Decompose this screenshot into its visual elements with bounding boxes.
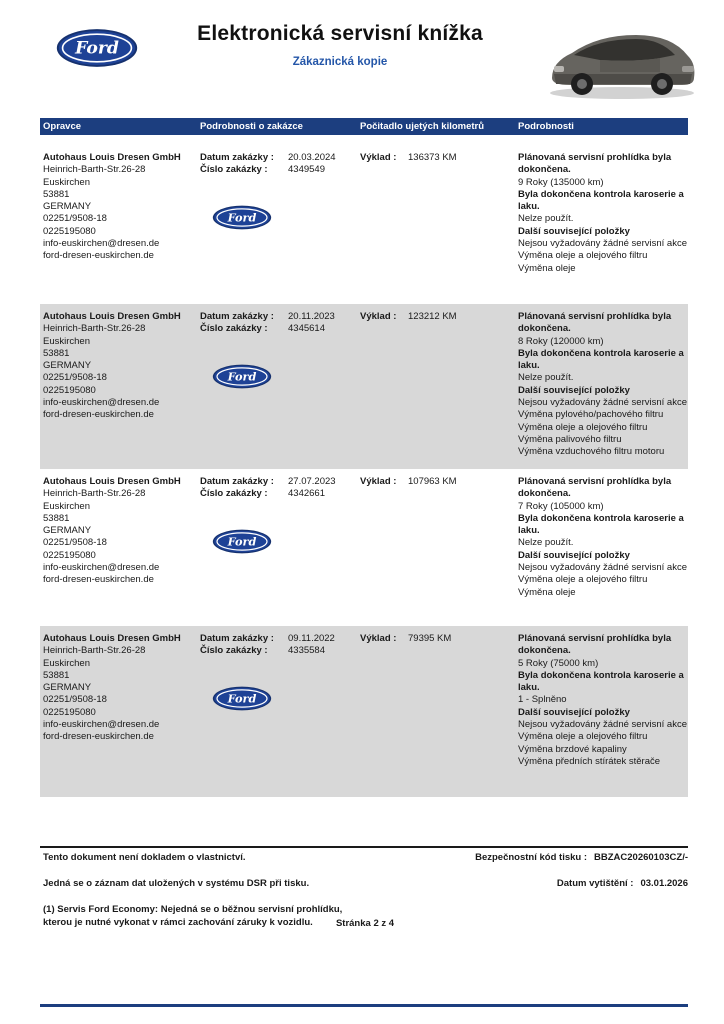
dealer-address-line: 02251/9508-18 — [43, 694, 107, 706]
service-detail-line: Výměna vzduchového filtru motoru — [518, 446, 665, 458]
order-date-value: 27.07.2023 — [288, 476, 336, 487]
order-date-value: 20.11.2023 — [288, 311, 335, 322]
dealer-address-line: GERMANY — [43, 682, 92, 694]
order-number-label: Číslo zakázky : — [200, 645, 268, 657]
vehicle-image — [540, 22, 704, 102]
service-detail-line: Výměna brzdové kapaliny — [518, 743, 627, 755]
dealer-address-line: info-euskirchen@dresen.de — [43, 397, 160, 409]
order-details — [197, 152, 357, 304]
service-records — [40, 145, 688, 797]
ford-logo — [212, 686, 272, 711]
service-detail-line: Výměna předních stírátek stěrače — [518, 755, 661, 767]
dealer-info — [40, 311, 197, 469]
service-detail-line: Nejsou vyžadovány žádné servisní akce — [518, 562, 687, 574]
odometer-value: 79395 KM — [408, 633, 452, 644]
dealer-address-line: Euskirchen — [43, 176, 90, 188]
dealer-address-line: Euskirchen — [43, 657, 90, 669]
page-indicator: Stránka 2 z 4 — [335, 918, 395, 929]
odometer-reading — [357, 311, 515, 469]
order-date-row — [200, 476, 357, 488]
service-details — [515, 633, 688, 797]
dealer-address-line: 53881 — [43, 512, 70, 524]
dealer-address-line: 0225195080 — [43, 549, 96, 561]
dealer-address-line: GERMANY — [43, 360, 92, 372]
dealer-address-line: Heinrich-Barth-Str.26-28 — [43, 488, 146, 500]
odometer-reading — [357, 476, 515, 626]
service-detail-line: Byla dokončena kontrola karoserie a laku. — [518, 669, 684, 694]
dealer-address — [43, 164, 197, 262]
service-detail-line: Byla dokončena kontrola karoserie a laku. — [518, 188, 684, 213]
column-header-repairer: Opravce — [43, 121, 82, 132]
dealer-address-line: 0225195080 — [43, 384, 96, 396]
ford-logo — [212, 364, 272, 389]
dealer-address-line: ford-dresen-euskirchen.de — [43, 409, 154, 421]
service-record-row — [40, 304, 688, 469]
security-code — [475, 852, 688, 863]
dealer-address-line: info-euskirchen@dresen.de — [43, 238, 160, 250]
order-date-row — [200, 152, 357, 164]
ownership-note: Tento dokument není dokladem o vlastnictví. — [43, 852, 246, 863]
svg-text:Ford: Ford — [75, 38, 119, 59]
ford-logo — [56, 26, 138, 70]
dealer-info — [40, 476, 197, 626]
dealer-address-line: ford-dresen-euskirchen.de — [43, 731, 154, 743]
dealer-name: Autohaus Louis Dresen GmbH — [43, 311, 181, 322]
service-detail-line: Plánovaná servisní prohlídka byla dokončena. — [518, 311, 672, 335]
print-date-label: Datum vytištění : — [556, 878, 634, 889]
dealer-address-line: Euskirchen — [43, 500, 90, 512]
security-code-value: BBZAC20260103CZ/- — [594, 852, 688, 863]
service-detail-line: Výměna oleje — [518, 262, 576, 274]
footer-line-2 — [40, 878, 688, 889]
order-details — [197, 633, 357, 797]
economy-note-line1: (1) Servis Ford Economy: Nejedná se o běžnou servisní prohlídku, — [43, 904, 343, 915]
dealer-address-line: 02251/9508-18 — [43, 537, 107, 549]
dealer-address-line: 02251/9508-18 — [43, 372, 107, 384]
order-number-value: 4335584 — [288, 645, 325, 657]
dealer-address — [43, 323, 197, 421]
service-record-row — [40, 469, 688, 626]
service-detail-line: Nelze použít. — [518, 537, 574, 549]
service-detail-line: Plánovaná servisní prohlídka byla dokončena. — [518, 152, 672, 176]
dealer-address — [43, 488, 197, 586]
column-header-order-details: Podrobnosti o zakázce — [200, 121, 303, 132]
service-detail-line: 1 - Splněno — [518, 694, 567, 706]
dealer-address-line: 02251/9508-18 — [43, 213, 107, 225]
page-subtitle: Zákaznická kopie — [292, 56, 388, 68]
column-header-details: Podrobnosti — [518, 121, 574, 132]
odometer-value: 107963 KM — [408, 476, 457, 487]
order-date-label: Datum zakázky : — [200, 633, 274, 644]
order-number-value: 4342661 — [288, 488, 325, 500]
service-detail-line: 7 Roky (105000 km) — [518, 500, 604, 512]
service-detail-line: 8 Roky (120000 km) — [518, 335, 604, 347]
service-record-row — [40, 145, 688, 304]
footer-divider — [40, 846, 688, 848]
service-detail-line: Nejsou vyžadovány žádné servisní akce — [518, 238, 687, 250]
service-details — [515, 476, 688, 626]
odometer-label: Výklad : — [360, 311, 397, 322]
service-record-row — [40, 626, 688, 797]
service-detail-line: Výměna pylového/pachového filtru — [518, 409, 664, 421]
dealer-info — [40, 633, 197, 797]
ford-logo — [212, 529, 272, 554]
order-date-value: 09.11.2022 — [288, 633, 335, 644]
odometer-label: Výklad : — [360, 633, 397, 644]
footer-line-1 — [40, 852, 688, 863]
service-detail-line: Byla dokončena kontrola karoserie a laku. — [518, 347, 684, 372]
dealer-address-line: GERMANY — [43, 201, 92, 213]
service-detail-line: 5 Roky (75000 km) — [518, 657, 599, 669]
dealer-info — [40, 152, 197, 304]
order-number-row — [200, 164, 357, 176]
service-detail-line: Nelze použít. — [518, 213, 574, 225]
dealer-address-line: Heinrich-Barth-Str.26-28 — [43, 164, 146, 176]
dealer-name: Autohaus Louis Dresen GmbH — [43, 633, 181, 644]
dealer-address-line: ford-dresen-euskirchen.de — [43, 574, 154, 586]
svg-text:Ford: Ford — [227, 369, 257, 384]
security-code-label: Bezpečnostní kód tisku : — [475, 852, 588, 863]
service-detail-line: Další související položky — [518, 549, 630, 561]
order-date-value: 20.03.2024 — [288, 152, 336, 163]
dealer-address-line: 53881 — [43, 188, 70, 200]
column-header-odometer: Počitadlo ujetých kilometrů — [360, 121, 485, 132]
order-number-value: 4349549 — [288, 164, 325, 176]
order-date-label: Datum zakázky : — [200, 152, 274, 163]
service-detail-line: Výměna oleje a olejového filtru — [518, 250, 648, 262]
table-header-bar — [40, 118, 688, 135]
service-detail-line: Nejsou vyžadovány žádné servisní akce — [518, 719, 687, 731]
dealer-address-line: Heinrich-Barth-Str.26-28 — [43, 323, 146, 335]
order-number-value: 4345614 — [288, 323, 325, 335]
service-detail-line: Výměna oleje a olejového filtru — [518, 731, 648, 743]
ford-logo — [212, 205, 272, 230]
order-date-label: Datum zakázky : — [200, 476, 274, 487]
odometer-label: Výklad : — [360, 152, 397, 163]
dealer-address-line: Euskirchen — [43, 335, 90, 347]
order-date-row — [200, 633, 357, 645]
odometer-label: Výklad : — [360, 476, 397, 487]
service-detail-line: Výměna oleje a olejového filtru — [518, 421, 648, 433]
service-detail-line: Nelze použít. — [518, 372, 574, 384]
dealer-address-line: ford-dresen-euskirchen.de — [43, 250, 154, 262]
odometer-reading — [357, 633, 515, 797]
dealer-address-line: 53881 — [43, 669, 70, 681]
order-number-label: Číslo zakázky : — [200, 488, 268, 500]
dealer-name: Autohaus Louis Dresen GmbH — [43, 152, 181, 163]
print-date — [557, 878, 688, 889]
print-date-value: 03.01.2026 — [640, 878, 688, 889]
odometer-value: 136373 KM — [408, 152, 457, 163]
order-number-row — [200, 645, 357, 657]
page-title: Elektronická servisní knížka — [197, 22, 483, 45]
dealer-address-line: 0225195080 — [43, 706, 96, 718]
order-details — [197, 311, 357, 469]
service-details — [515, 311, 688, 469]
service-detail-line: Plánovaná servisní prohlídka byla dokončena. — [518, 476, 672, 500]
svg-text:Ford: Ford — [227, 210, 257, 225]
dealer-address-line: info-euskirchen@dresen.de — [43, 562, 160, 574]
service-detail-line: Plánovaná servisní prohlídka byla dokončena. — [518, 633, 672, 657]
odometer-reading — [357, 152, 515, 304]
order-number-row — [200, 323, 357, 335]
order-date-label: Datum zakázky : — [200, 311, 274, 322]
dsr-note: Jedná se o záznam dat uložených v systému DSR při tisku. — [43, 878, 310, 889]
svg-text:Ford: Ford — [227, 691, 257, 706]
economy-note-line2: kterou je nutné vykonat v rámci zachování záruky k vozidlu. — [43, 916, 313, 928]
service-details — [515, 152, 688, 304]
dealer-address-line: info-euskirchen@dresen.de — [43, 719, 160, 731]
service-detail-line: Výměna oleje a olejového filtru — [518, 574, 648, 586]
odometer-value: 123212 KM — [408, 311, 457, 322]
order-number-row — [200, 488, 357, 500]
dealer-address-line: 53881 — [43, 347, 70, 359]
dealer-address-line: Heinrich-Barth-Str.26-28 — [43, 645, 146, 657]
order-details — [197, 476, 357, 626]
service-detail-line: Výměna palivového filtru — [518, 433, 622, 445]
dealer-name: Autohaus Louis Dresen GmbH — [43, 476, 181, 487]
service-detail-line: Další související položky — [518, 384, 630, 396]
service-detail-line: Nejsou vyžadovány žádné servisní akce — [518, 397, 687, 409]
dealer-address-line: 0225195080 — [43, 225, 96, 237]
order-date-row — [200, 311, 357, 323]
order-number-label: Číslo zakázky : — [200, 323, 268, 335]
bottom-border-line — [40, 1004, 688, 1007]
service-detail-line: Byla dokončena kontrola karoserie a laku. — [518, 512, 684, 537]
service-detail-line: Další související položky — [518, 225, 630, 237]
service-detail-line: 9 Roky (135000 km) — [518, 176, 604, 188]
dealer-address-line: GERMANY — [43, 525, 92, 537]
service-detail-line: Výměna oleje — [518, 586, 576, 598]
service-detail-line: Další související položky — [518, 706, 630, 718]
svg-text:Ford: Ford — [227, 534, 257, 549]
order-number-label: Číslo zakázky : — [200, 164, 268, 176]
dealer-address — [43, 645, 197, 743]
